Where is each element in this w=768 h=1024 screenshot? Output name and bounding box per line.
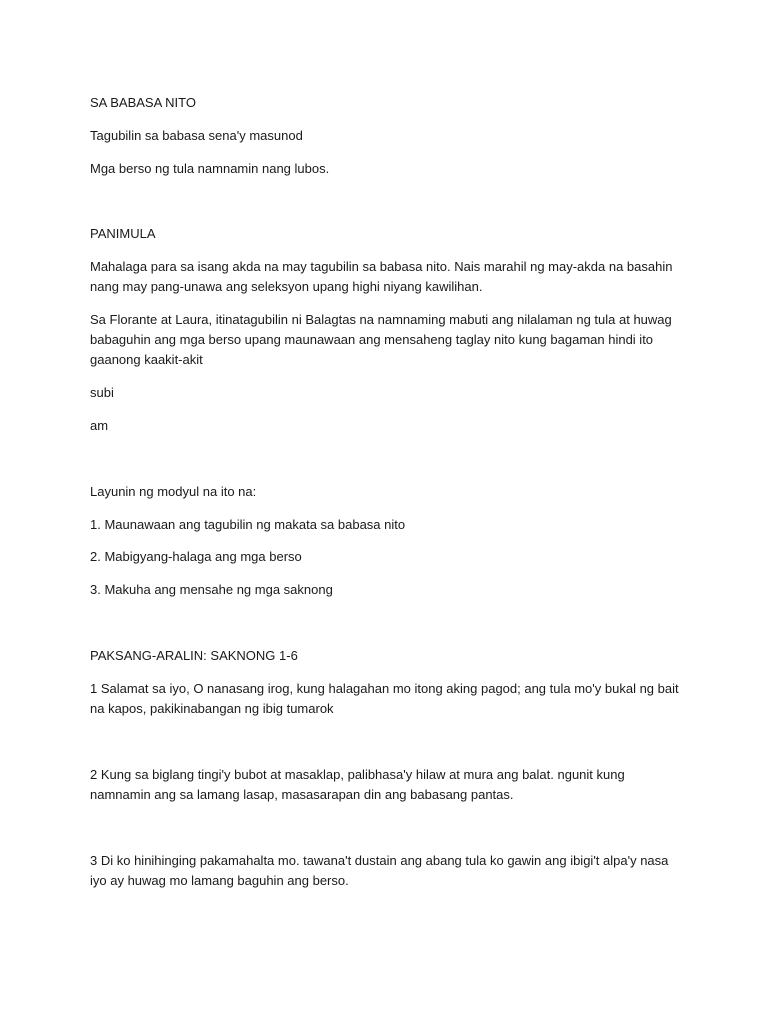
objective-item-3: 3. Makuha ang mensahe ng mga saknong — [90, 582, 333, 597]
heading-paksang-aralin: PAKSANG-ARALIN: SAKNONG 1-6 — [90, 648, 298, 663]
objective-item-1: 1. Maunawaan ang tagubilin ng makata sa babasa nito — [90, 517, 406, 532]
fragment-am: am — [90, 418, 109, 433]
stanza-2: 2 Kung sa biglang tingi'y bubot at masaklap, palibhasa'y hilaw at mura ang balat. ngunit kung namnamin ang sa lamang lasap, masasarapan din ang babasang pantas. — [90, 767, 625, 802]
stanza-3: 3 Di ko hinihinging pakamahalta mo. tawana't dustain ang abang tula ko gawin ang ibigi't alpa'y nasa iyo ay huwag mo lamang baguhin ang berso. — [90, 853, 669, 888]
fragment-subi: subi — [90, 385, 114, 400]
objectives-heading: Layunin ng modyul na ito na: — [90, 484, 257, 499]
stanza-1: 1 Salamat sa iyo, O nanasang irog, kung halagahan mo itong aking pagod; ang tula mo'y bukal ng bait na kapos, pakikinabangan ng ibig tumarok — [90, 681, 679, 716]
heading-panimula: PANIMULA — [90, 226, 156, 241]
verse-line-1: Tagubilin sa babasa sena'y masunod — [90, 128, 303, 143]
objective-item-2: 2. Mabigyang-halaga ang mga berso — [90, 549, 302, 564]
verse-line-2: Mga berso ng tula namnamin nang lubos. — [90, 161, 330, 176]
paragraph-florante: Sa Florante at Laura, itinatagubilin ni Balagtas na namnaming mabuti ang nilalaman ng tula at huwag babaguhin ang mga berso upang maunawaan ang mensaheng taglay nito kung bagaman hindi ito gaanong kaakit-akit — [90, 312, 672, 367]
heading-sa-babasa-nito: SA BABASA NITO — [90, 95, 196, 110]
paragraph-intro: Mahalaga para sa isang akda na may tagubilin sa babasa nito. Nais marahil ng may-akda na basahin nang may pang-unawa ang seleksyon upang highi niyang kawilihan. — [90, 259, 673, 294]
